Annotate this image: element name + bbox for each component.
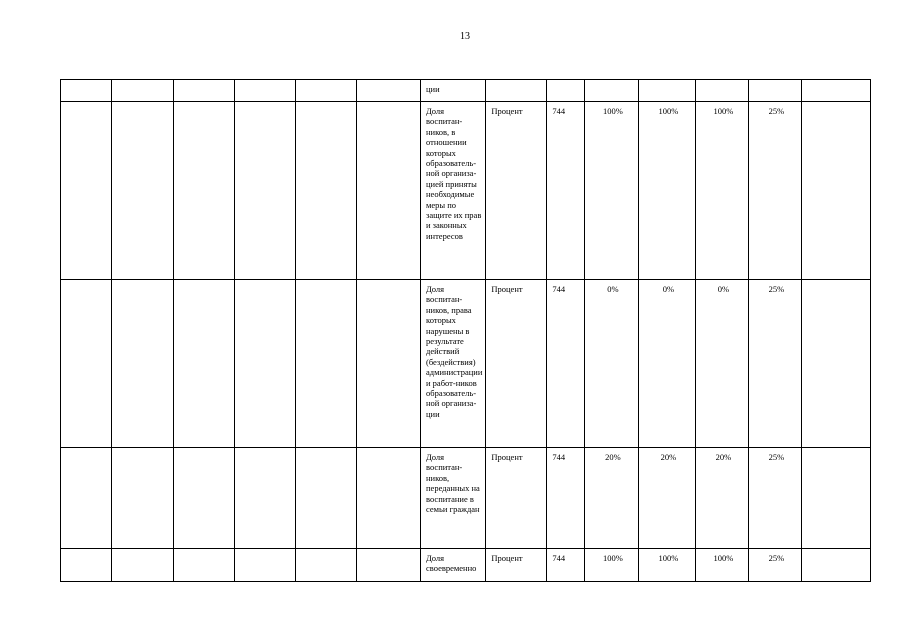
empty-cell [235,549,296,582]
indicator-name: Доля воспитан-ников, права которых нарушены в результате действий (бездействия) администрации и работ-ников образователь-ной организа-ции [421,280,486,448]
empty-cell [112,448,174,549]
value-cell [639,80,696,102]
empty-cell [802,80,871,102]
empty-cell [174,102,235,280]
empty-cell [357,549,421,582]
empty-cell [61,102,112,280]
empty-cell [802,549,871,582]
empty-cell [174,448,235,549]
deviation-cell [749,80,802,102]
empty-cell [802,448,871,549]
unit-cell [486,80,547,102]
unit-cell: Процент [486,448,547,549]
empty-cell [235,102,296,280]
value-cell: 100% [639,549,696,582]
value-cell [585,80,639,102]
unit-cell: Процент [486,280,547,448]
empty-cell [296,280,357,448]
indicator-name: ции [421,80,486,102]
empty-cell [235,280,296,448]
empty-cell [112,280,174,448]
empty-cell [61,448,112,549]
value-cell: 20% [639,448,696,549]
deviation-cell: 25% [749,549,802,582]
value-cell: 20% [585,448,639,549]
empty-cell [235,448,296,549]
deviation-cell: 25% [749,102,802,280]
okei-code-cell: 744 [547,280,585,448]
unit-cell: Процент [486,102,547,280]
table-row [61,80,871,102]
okei-code-cell: 744 [547,448,585,549]
value-cell: 0% [585,280,639,448]
empty-cell [174,80,235,102]
empty-cell [112,80,174,102]
empty-cell [357,102,421,280]
value-cell: 100% [696,549,749,582]
empty-cell [296,448,357,549]
okei-code-cell [547,80,585,102]
okei-code-cell: 744 [547,102,585,280]
indicators-table [60,79,871,582]
indicator-name: Доля своевременно [421,549,486,582]
table-row [61,102,871,280]
empty-cell [296,549,357,582]
indicator-name: Доля воспитан-ников, переданных на воспитание в семьи граждан [421,448,486,549]
value-cell: 100% [639,102,696,280]
table-row [61,448,871,549]
empty-cell [61,280,112,448]
unit-cell: Процент [486,549,547,582]
indicator-name: Доля воспитан-ников, в отношении которых образователь-ной организа-цией приняты необходимые меры по защите их прав и законных интересов [421,102,486,280]
empty-cell [802,102,871,280]
deviation-cell: 25% [749,280,802,448]
table-row [61,549,871,582]
value-cell: 100% [585,102,639,280]
empty-cell [174,549,235,582]
table-row [61,280,871,448]
value-cell: 100% [585,549,639,582]
empty-cell [802,280,871,448]
okei-code-cell: 744 [547,549,585,582]
empty-cell [296,102,357,280]
empty-cell [112,549,174,582]
value-cell: 0% [639,280,696,448]
empty-cell [296,80,357,102]
empty-cell [112,102,174,280]
value-cell [696,80,749,102]
empty-cell [357,280,421,448]
empty-cell [174,280,235,448]
empty-cell [357,80,421,102]
empty-cell [61,549,112,582]
value-cell: 0% [696,280,749,448]
value-cell: 20% [696,448,749,549]
value-cell: 100% [696,102,749,280]
page-number: 13 [460,31,470,42]
empty-cell [357,448,421,549]
deviation-cell: 25% [749,448,802,549]
empty-cell [61,80,112,102]
empty-cell [235,80,296,102]
